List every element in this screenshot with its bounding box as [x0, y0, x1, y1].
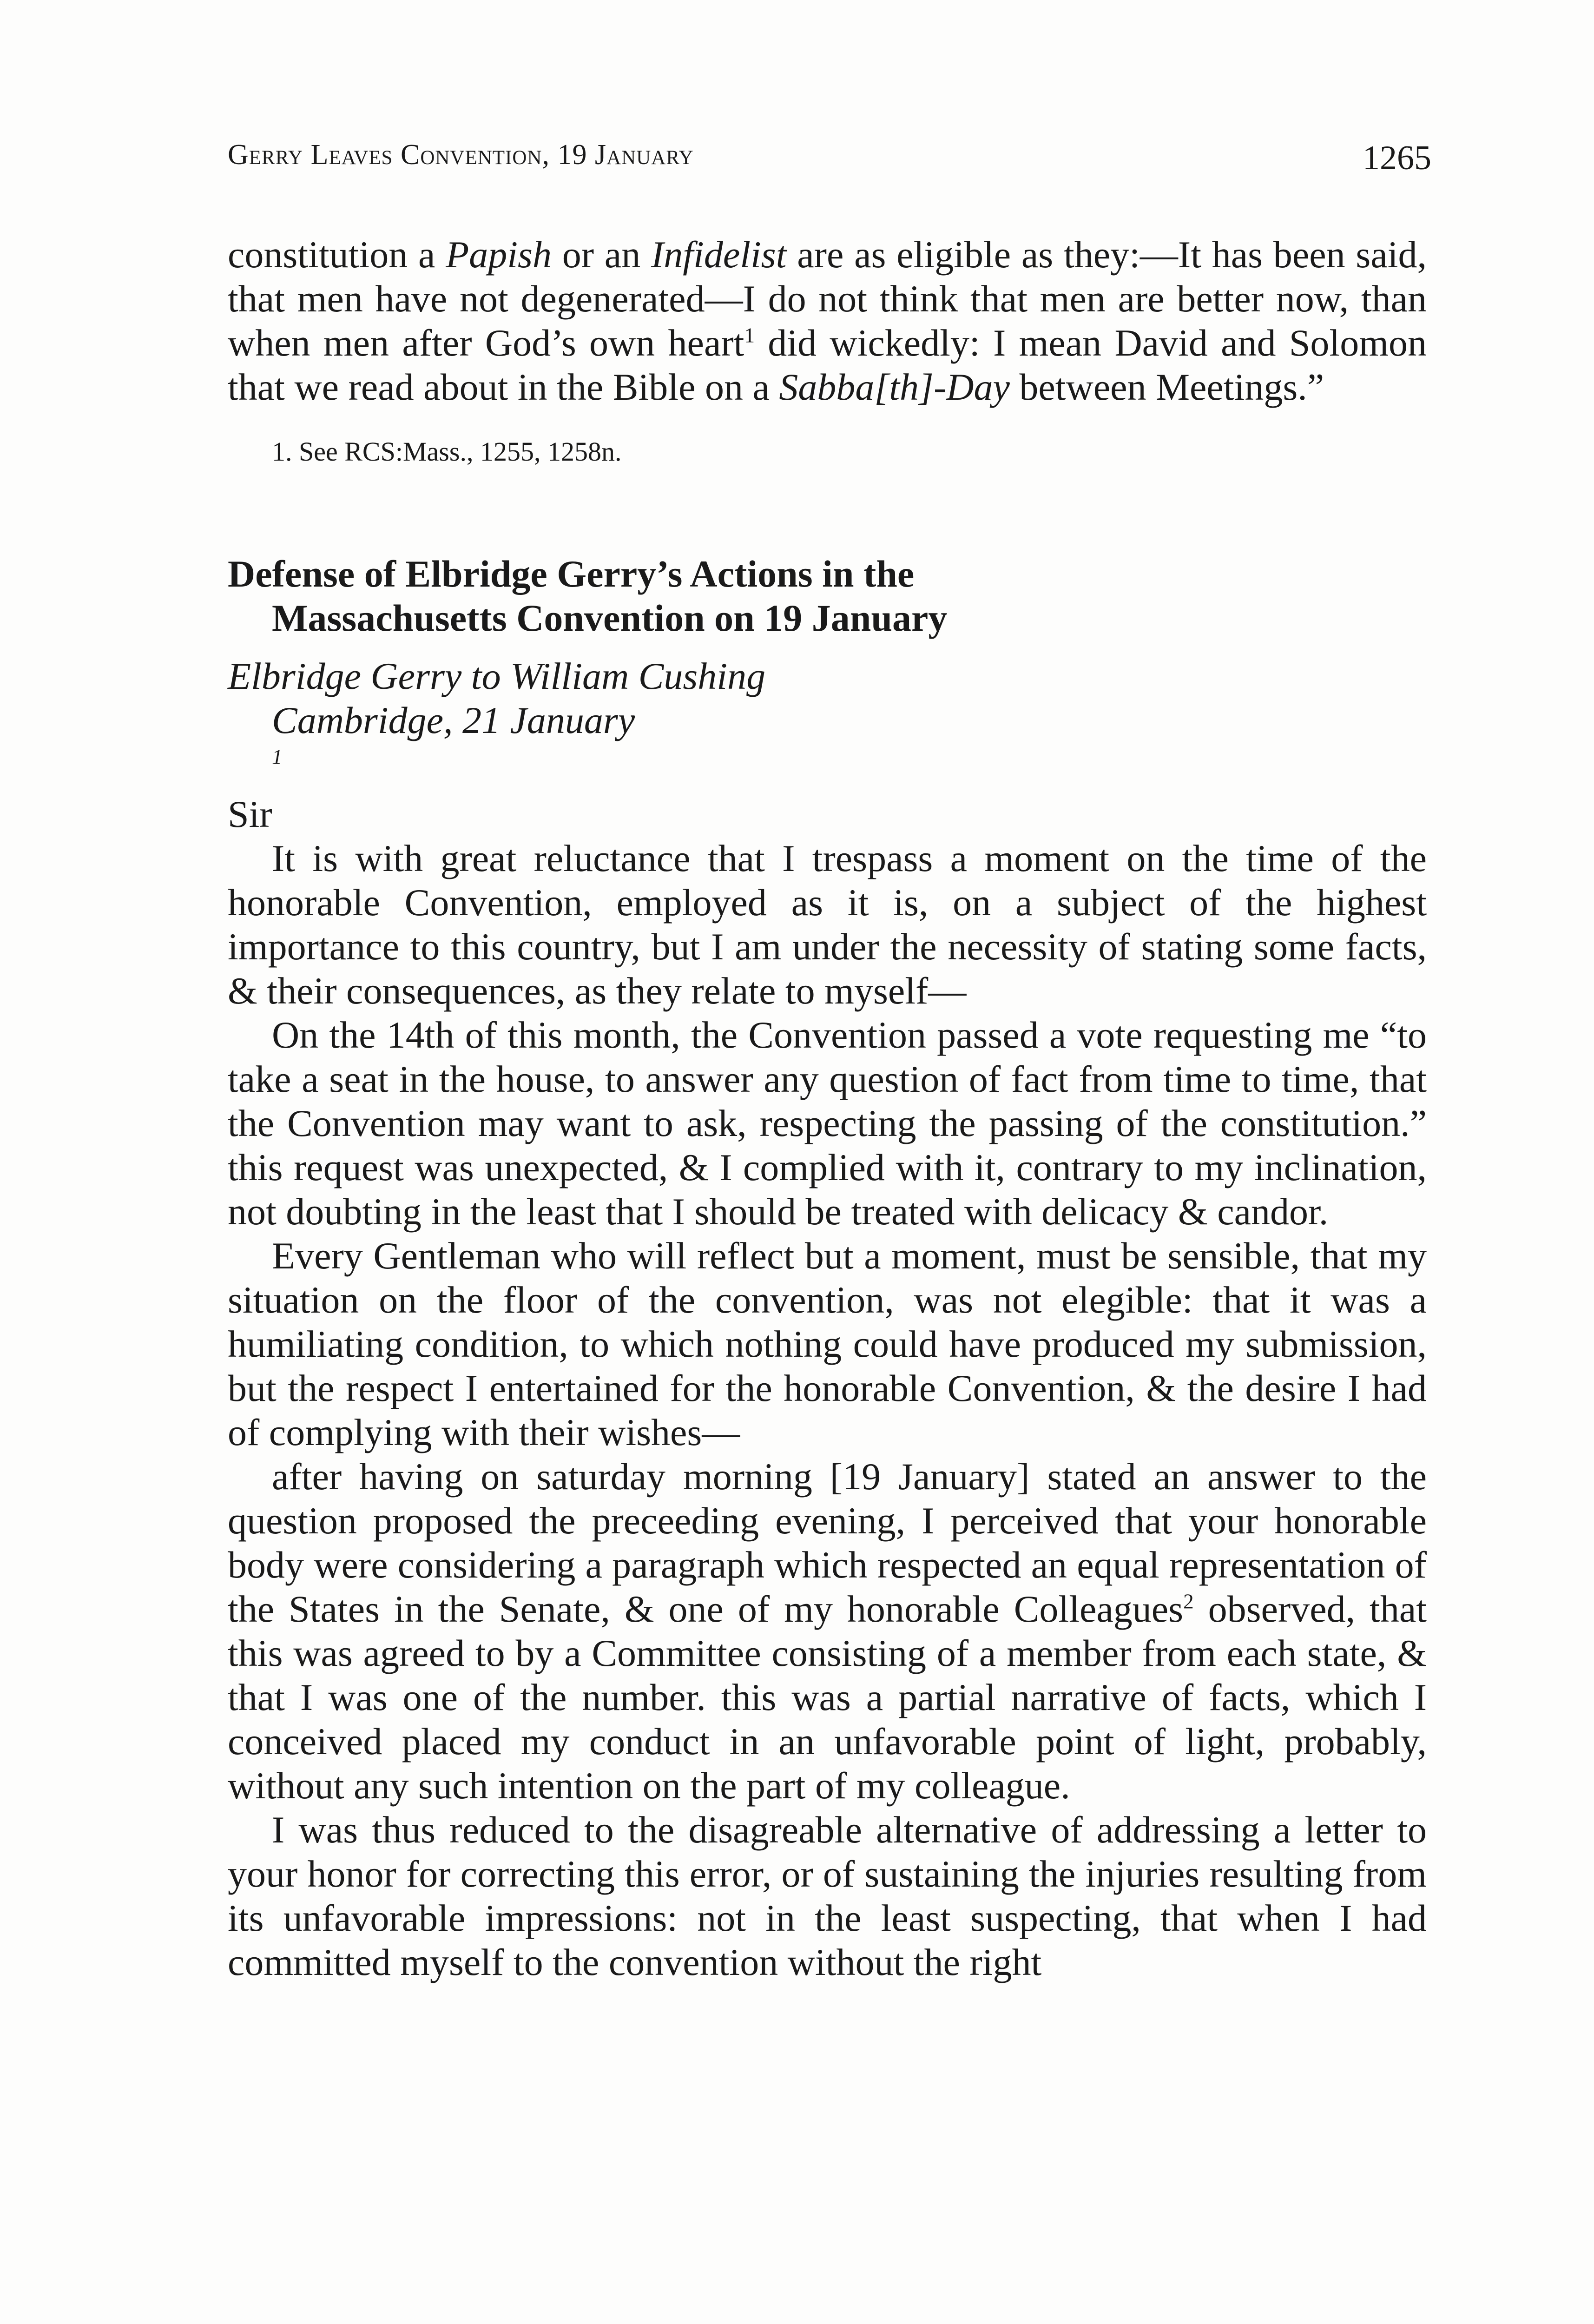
page-number: 1265 [1363, 139, 1431, 177]
footnote-ref: 1 [272, 745, 283, 769]
section-heading [228, 552, 1427, 640]
continuation-paragraph: constitution a Papish or an Infidelist are as eligible as they:—It has been said, that men have not degenerated—I do not think that men are better now, than when men after God’s own heart$^1$ did wickedly: I mean David and Solomon that we read about in the Bible on a Sabba[th]-Day between Meetings.” [228, 233, 1427, 408]
running-head: Gerry Leaves Convention, 19 January [228, 139, 694, 171]
letter-paragraph: after having on saturday morning [19 January] stated an answer to the question proposed the preceeding evening, I perceived that your honorable body were considering a paragraph which respected an equal representation of the States in the Senate, & one of my honorable Colleagues$^2$ observed, that this was agreed to by a Committee consisting of a member from each state, & that I was one of the number. this was a partial narrative of facts, which I conceived placed my conduct in an unfavorable point of light, probably, without any such intention on the part of my colleague. [228, 1455, 1427, 1807]
letter-paragraph: On the 14th of this month, the Convention passed a vote requesting me “to take a seat in the house, to answer any question of fact from time to time, that the Convention may want to ask, respecting the passing of the constitution.” this request was unexpected, & I complied with it, contrary to my inclination, not doubting in the least that I should be treated with delicacy & candor. [228, 1014, 1427, 1233]
salutation: Sir [228, 793, 272, 835]
letter-paragraph: I was thus reduced to the disagreable alternative of addressing a letter to your honor for correcting this error, or of sustaining the injuries resulting from its unfavorable impressions: not in the least suspecting, that when I had committed myself to the convention without the right [228, 1809, 1427, 1983]
footnote-ref: 2 [1183, 1590, 1194, 1613]
section-heading-line-2: Massachusetts Convention on 19 January [272, 597, 948, 639]
footnote: 1. See RCS:Mass., 1255, 1258n. [272, 436, 622, 467]
page-header [228, 139, 1431, 190]
page-content [228, 232, 1427, 1984]
byline-place-date: Cambridge, 21 January $^1$ [272, 699, 635, 769]
letter-paragraph: It is with great reluctance that I trespass a moment on the time of the honorable Convention, employed as it is, on a subject of the highest importance to this country, but I am under the necessity of stating some facts, & their consequences, as they relate to myself— [228, 837, 1427, 1012]
letter-paragraph: Every Gentleman who will reflect but a moment, must be sensible, that my situation on the floor of the convention, was not elegible: that it was a humiliating condition, to which nothing could have produced my submission, but the respect I entertained for the honorable Convention, & the desire I had of complying with their wishes— [228, 1235, 1427, 1453]
footnote-ref: 1 [744, 324, 755, 347]
byline-correspondents: Elbridge Gerry to William Cushing [228, 655, 766, 697]
letter-byline [228, 654, 1427, 786]
section-heading-line-1: Defense of Elbridge Gerry’s Actions in the [228, 553, 915, 595]
